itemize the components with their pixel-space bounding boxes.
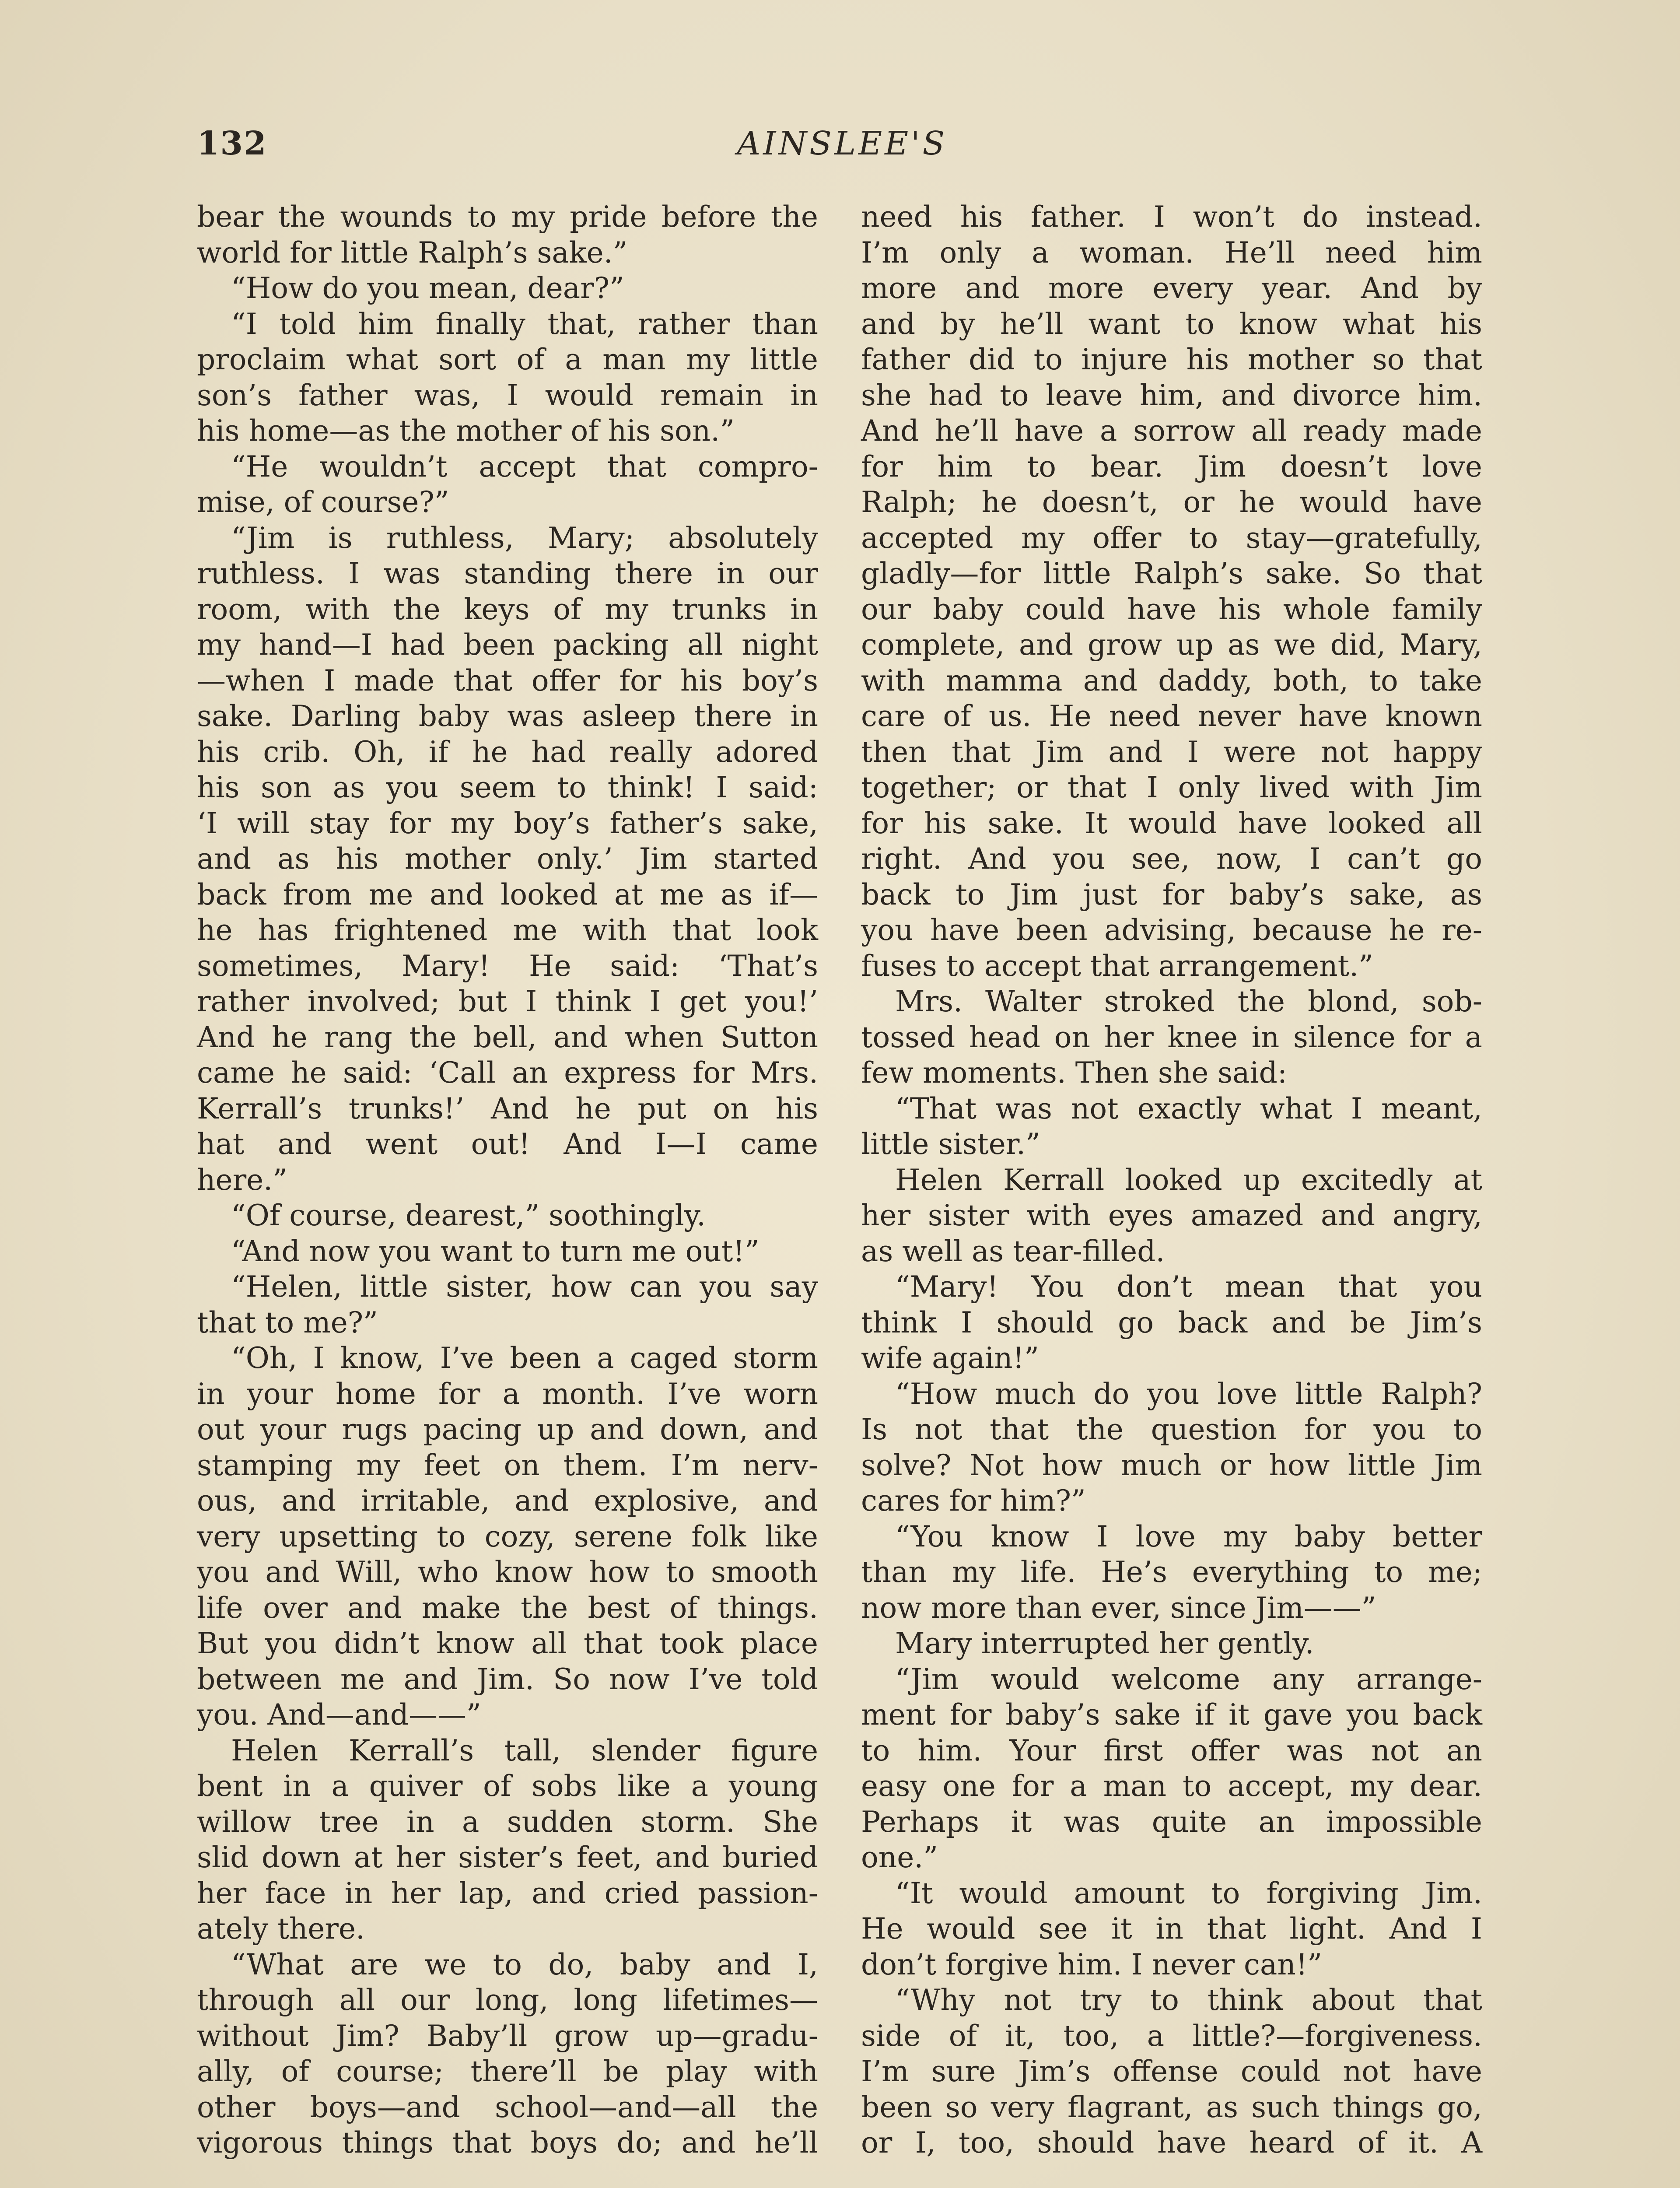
text-line: back from me and looked at me as if— [197,877,818,912]
text-line: out your rugs pacing up and down, and [197,1413,818,1446]
text-line: her sister with eyes amazed and angry, [861,1199,1482,1232]
text-line: Helen Kerrall’s tall, slender figure [231,1733,818,1767]
text-line: for his sake. It would have looked all [861,806,1482,840]
text-line: stamping my feet on them. I’m nerv- [197,1448,818,1482]
text-line: life over and make the best of things. [197,1591,818,1625]
text-line: little sister.” [861,1127,1040,1161]
text-line: Perhaps it was quite an impossible [861,1805,1482,1839]
text-line: she had to leave him, and divorce him. [861,378,1482,412]
text-line: “He wouldn’t accept that compro- [231,449,818,484]
text-line: you and Will, who know how to smooth [197,1555,818,1589]
text-line: “Jim would welcome any arrange- [895,1662,1482,1696]
text-line: room, with the keys of my trunks in [197,592,818,626]
text-line: son’s father was, I would remain in [197,378,818,412]
page-number: 132 [197,125,267,162]
text-line: “It would amount to forgiving Jim. [895,1876,1482,1910]
text-line: for him to bear. Jim doesn’t love [861,449,1482,484]
text-line: Is not that the question for you to [861,1413,1482,1446]
text-line: “What are we to do, baby and I, [231,1947,818,1981]
text-line: right. And you see, now, I can’t go [861,842,1482,876]
text-line: don’t forgive him. I never can!” [861,1947,1323,1981]
text-line: and as his mother only.’ Jim started [197,842,818,876]
text-line: ately there. [197,1912,365,1946]
text-line: “Of course, dearest,” soothingly. [231,1199,706,1232]
text-line: solve? Not how much or how little Jim [861,1448,1482,1482]
text-line: He would see it in that light. And I [861,1912,1482,1946]
text-line: here.” [197,1163,287,1197]
text-line: think I should go back and be Jim’s [861,1305,1482,1339]
text-line: “I told him finally that, rather than [231,307,818,341]
text-line: “And now you want to turn me out!” [231,1234,760,1268]
text-line: his crib. Oh, if he had really adored [197,735,818,769]
text-line: I’m sure Jim’s offense could not have [861,2055,1482,2088]
text-line: I’m only a woman. He’ll need him [861,235,1482,270]
text-line: rather involved; but I think I get you!’ [197,985,818,1018]
text-line: “How much do you love little Ralph? [895,1377,1482,1411]
text-line: care of us. He need never have known [861,699,1482,733]
text-line: But you didn’t know all that took place [197,1627,818,1660]
text-line: sake. Darling baby was asleep there in [197,699,818,733]
text-line: tossed head on her knee in silence for a [861,1020,1482,1054]
left-text-column [197,199,818,2161]
text-line: And he’ll have a sorrow all ready made [861,414,1482,448]
text-line: he has frightened me with that look [197,913,818,947]
text-line: our baby could have his whole family [861,592,1482,626]
text-line: few moments. Then she said: [861,1056,1288,1090]
text-line: complete, and grow up as we did, Mary, [861,628,1482,662]
text-line: more and more every year. And by [861,271,1482,305]
text-line: ally, of course; there’ll be play with [197,2055,818,2088]
text-line: been so very flagrant, as such things go, [861,2090,1482,2124]
text-line: to him. Your first offer was not an [861,1733,1482,1767]
text-line: bear the wounds to my pride before the [197,200,818,234]
text-line: through all our long, long lifetimes— [197,1983,818,2017]
text-line: Mrs. Walter stroked the blond, sob- [895,985,1482,1018]
text-line: vigorous things that boys do; and he’ll [197,2126,818,2160]
text-line: mise, of course?” [197,485,449,519]
text-line: father did to injure his mother so that [861,343,1482,376]
text-line: in your home for a month. I’ve worn [197,1377,818,1411]
text-line: cares for him?” [861,1484,1086,1518]
text-line: accepted my offer to stay—gratefully, [861,521,1482,555]
text-line: And he rang the bell, and when Sutton [197,1020,818,1054]
text-line: ‘I will stay for my boy’s father’s sake, [197,806,818,840]
text-line: now more than ever, since Jim——” [861,1591,1376,1625]
text-line: proclaim what sort of a man my little [197,343,818,376]
text-line: fuses to accept that arrangement.” [861,949,1373,983]
text-line: that to me?” [197,1305,378,1339]
text-line: “Mary! You don’t mean that you [895,1270,1482,1304]
text-line: you. And—and——” [197,1698,481,1732]
text-line: back to Jim just for baby’s sake, as [861,877,1482,912]
text-line: “Jim is ruthless, Mary; absolutely [231,521,818,555]
text-line: came he said: ‘Call an express for Mrs. [197,1056,818,1090]
text-line: or I, too, should have heard of it. A [861,2126,1482,2160]
text-line: “How do you mean, dear?” [231,271,624,305]
text-line: then that Jim and I were not happy [861,735,1482,769]
text-line: “Helen, little sister, how can you say [231,1270,818,1304]
text-line: you have been advising, because he re- [861,913,1482,947]
text-line: “You know I love my baby better [895,1519,1482,1553]
text-line: his son as you seem to think! I said: [197,771,818,804]
text-line: than my life. He’s everything to me; [861,1555,1482,1589]
text-line: my hand—I had been packing all night [197,628,818,662]
text-line: ous, and irritable, and explosive, and [197,1484,818,1518]
text-line: his home—as the mother of his son.” [197,414,735,448]
text-line: Ralph; he doesn’t, or he would have [861,485,1482,519]
text-line: Mary interrupted her gently. [895,1627,1314,1660]
running-title: AINSLEE'S [737,125,948,162]
text-line: need his father. I won’t do instead. [861,200,1482,234]
text-line: other boys—and school—and—all the [197,2090,818,2124]
text-line: and by he’ll want to know what his [861,307,1482,341]
right-text-column [861,199,1482,2161]
text-line: together; or that I only lived with Jim [861,771,1482,804]
text-line: world for little Ralph’s sake.” [197,235,628,270]
text-line: gladly—for little Ralph’s sake. So that [861,557,1482,590]
text-line: wife again!” [861,1341,1039,1375]
text-line: ment for baby’s sake if it gave you back [861,1698,1482,1732]
text-line: very upsetting to cozy, serene folk like [197,1519,818,1553]
text-line: bent in a quiver of sobs like a young [197,1769,818,1803]
text-line: one.” [861,1841,938,1874]
text-line: Kerrall’s trunks!’ And he put on his [197,1091,818,1126]
text-line: “Oh, I know, I’ve been a caged storm [231,1341,818,1375]
text-line: between me and Jim. So now I’ve told [197,1662,818,1696]
text-line: “Why not try to think about that [895,1983,1482,2017]
text-line: with mamma and daddy, both, to take [861,663,1482,698]
text-line: “That was not exactly what I meant, [895,1091,1482,1126]
text-line: easy one for a man to accept, my dear. [861,1769,1482,1803]
text-line: her face in her lap, and cried passion- [197,1876,818,1910]
text-line: sometimes, Mary! He said: ‘That’s [197,949,818,983]
text-line: slid down at her sister’s feet, and buried [197,1841,818,1874]
page-header [197,125,1488,173]
text-line: as well as tear-filled. [861,1234,1165,1268]
text-line: —when I made that offer for his boy’s [197,663,818,698]
text-line: hat and went out! And I—I came [197,1127,818,1161]
text-line: Helen Kerrall looked up excitedly at [895,1163,1482,1197]
text-line: willow tree in a sudden storm. She [197,1805,818,1839]
text-line: without Jim? Baby’ll grow up—gradu- [197,2019,818,2053]
text-line: ruthless. I was standing there in our [197,557,818,590]
text-line: side of it, too, a little?—forgiveness. [861,2019,1482,2053]
